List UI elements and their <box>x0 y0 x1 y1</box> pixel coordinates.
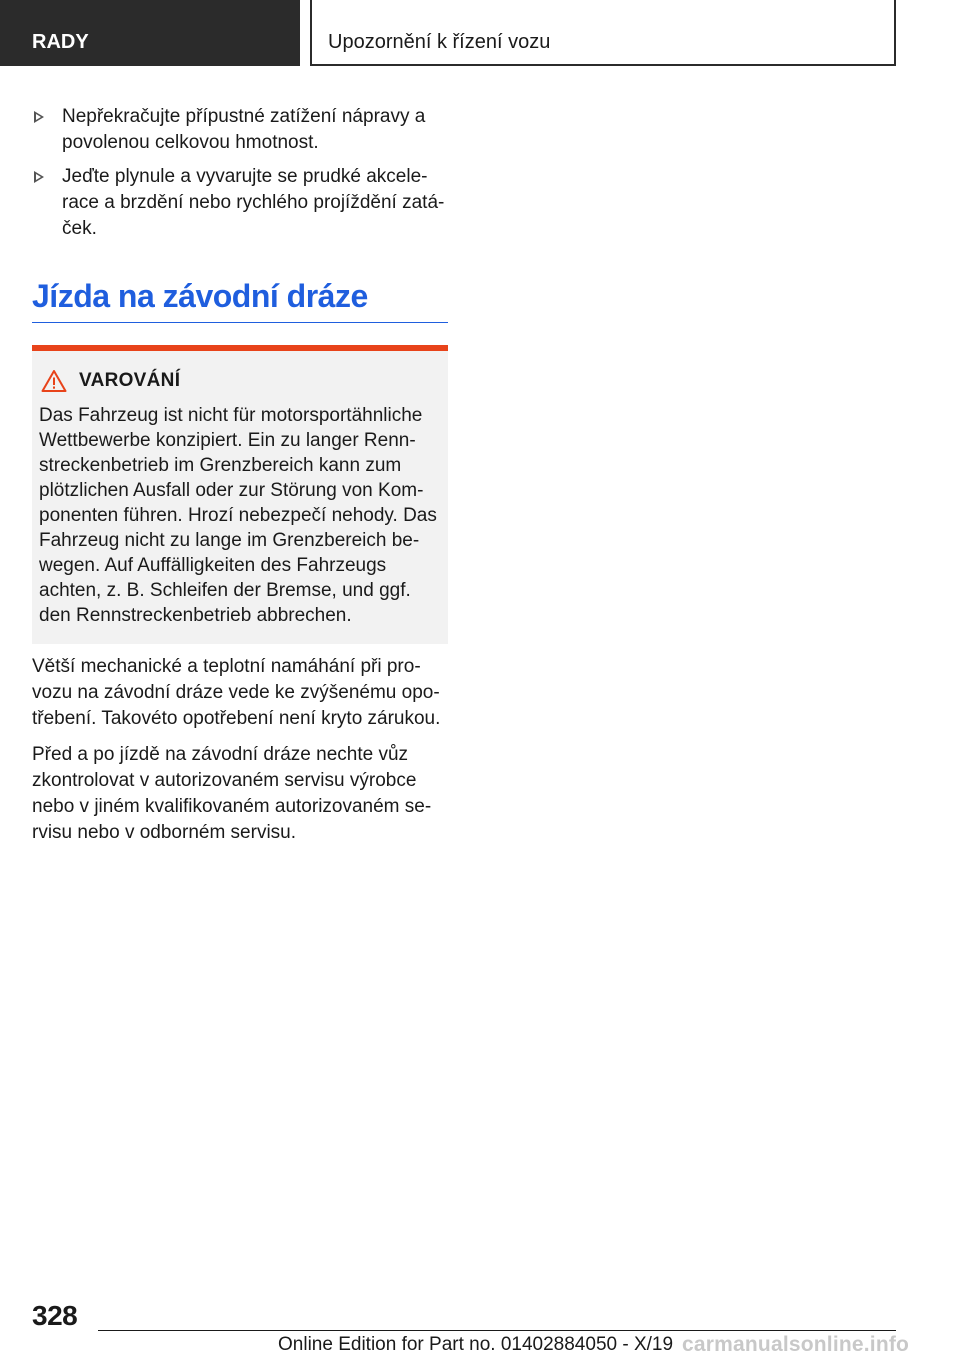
section-title: Jízda na závodní dráze <box>32 274 448 323</box>
triangle-bullet-icon <box>34 171 44 183</box>
list-item <box>32 164 448 242</box>
footer-edition: Online Edition for Part no. 01402884050 - X/19 <box>278 1334 674 1355</box>
warning-label: VAROVÁNÍ <box>79 370 181 391</box>
warning-text: Das Fahrzeug ist nicht für motorsportähnliche Wettbewerbe konzipiert. Ein zu langer Rennstreckenbetrieb im Grenzbereich kann zum plötzlichen Ausfall oder zur Störung von Komponenten führen. Hrozí nebezpečí nehody. Das Fahrzeug nicht zu lange im Grenzbereich bewegen. Auf Auffälligkeiten des Fahrzeugs achten, z. B. Schleifen der Bremse, und ggf. den Rennstreckenbetrieb abbrechen. <box>39 405 437 626</box>
footer-divider <box>98 1330 896 1331</box>
list-item-text: Jeďte plynule a vyvarujte se prudké akcelerace a brzdění nebo rychlého projíždění zatáček. <box>62 166 445 239</box>
paragraph: Před a po jízdě na závodní dráze nechte vůz zkontrolovat v autorizovaném servisu výrobce nebo v jiném kvalifikovaném autorizovaném servisu nebo v odborném servisu. <box>32 744 432 843</box>
triangle-bullet-icon <box>34 111 44 123</box>
warning-box <box>32 345 448 644</box>
page-number: 328 <box>32 1300 78 1331</box>
warning-triangle-icon <box>41 369 67 393</box>
page-header <box>0 0 896 66</box>
list-item <box>32 104 448 156</box>
list-item-text: Nepřekračujte přípustné zatížení nápravy a povolenou celkovou hmotnost. <box>62 106 426 153</box>
content-column <box>32 104 448 846</box>
warning-header <box>39 369 438 393</box>
chapter-tab: Upozornění k řízení vozu <box>310 0 896 66</box>
paragraph: Větší mechanické a teplotní namáhání při provozu na závodní dráze vede ke zvýšenému opotřebení. Takovéto opotřebení není kryto zárukou. <box>32 656 441 729</box>
bullet-list <box>32 104 448 242</box>
section-tab: RADY <box>0 0 300 66</box>
watermark: carmanualsonline.info <box>682 1333 910 1356</box>
